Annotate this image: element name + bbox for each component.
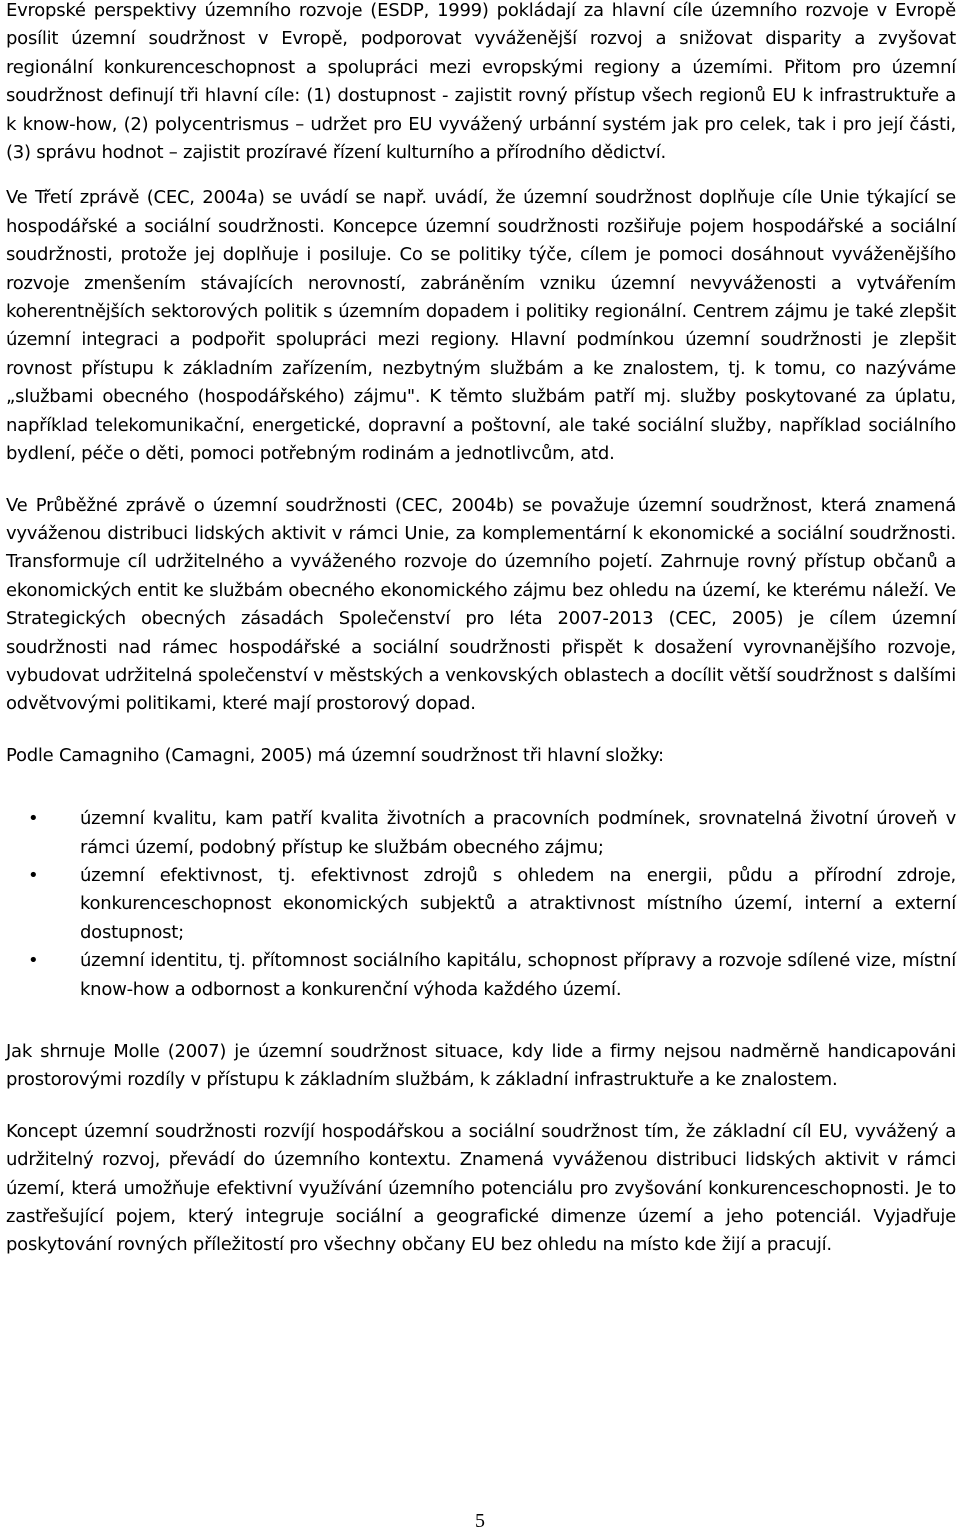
paragraph-camagni-intro: Podle Camagniho (Camagni, 2005) má územní soudržnost tři hlavní složky: — [6, 744, 664, 766]
bullet-icon: • — [28, 808, 39, 830]
list-item — [6, 947, 956, 1004]
page-number: 5 — [475, 1510, 485, 1532]
paragraph-third-report: Ve Třetí zprávě (CEC, 2004a) se uvádí se např. uvádí, že územní soudržnost doplňuje cíle Unie týkající se hospodářské a sociální soudržnosti. Koncepce územní soudržnosti rozšiřuje pojem hospodářské a sociální soudržnosti, protože jej doplňuje i posiluje. Co se politiky týče, cílem je pomoci dosáhnout vyváženějšího rozvoje zmenšením stávajících nerovností, zabráněním vzniku územní nevyváženosti a vytvářením koherentnějších sektorových politik s územním dopadem i politiky regionální. Centrem zájmu je také zlepšit územní integraci a podpořit spolupráci mezi regiony. Hlavní podmínkou územní soudržnosti je zlepšit rovnost přístupu k základním zařízením, nezbytným službám a ke znalostem, tj. k tomu, co nazýváme „službami obecného (hospodářského) zájmu". K těmto službám patří mj. služby poskytované za úplatu, například telekomunikační, energetické, dopravní a poštovní, ale také sociální služby, například sociálního bydlení, péče o děti, pomoci potřebným rodinám a jednotlivcům, atd. — [6, 187, 956, 465]
bullet-icon: • — [28, 950, 39, 972]
list-item-text: územní efektivnost, tj. efektivnost zdrojů s ohledem na energii, půdu a přírodní zdroje, konkurenceschopnost ekonomických subjektů a atraktivnost místního území, interní a externí dostupnost; — [80, 864, 956, 943]
bullet-icon: • — [28, 864, 39, 886]
list-item — [6, 862, 956, 947]
document-page — [6, 0, 956, 1260]
list-item — [6, 805, 956, 862]
paragraph-interim-report: Ve Průběžné zprávě o územní soudržnosti (CEC, 2004b) se považuje územní soudržnost, která znamená vyváženou distribuci lidských aktivit v rámci Unie, za komplementární k ekonomické a sociální soudržnosti. Transformuje cíl udržitelného a vyváženého rozvoje do územního pojetí. Zahrnuje rovný přístup občanů a ekonomických entit ke službám obecného ekonomického zájmu bez ohledu na území, ke kterému náleží. Ve Strategických obecných zásadách Společenství pro léta 2007-2013 (CEC, 2005) je cílem územní soudržnosti nad rámec hospodářské a sociální soudržnosti přispět k dosažení vyrovnanějšího rozvoje, vybudovat udržitelná společenství v městských a venkovských oblastech a docílit větší soudržnost s dalšími odvětvovými politikami, které mají prostorový dopad. — [6, 494, 956, 715]
paragraph-molle: Jak shrnuje Molle (2007) je územní soudržnost situace, kdy lide a firmy nejsou nadměrně handicapováni prostorovými rozdíly v přístupu k základním službám, k základní infrastruktuře a ke znalostem. — [6, 1041, 956, 1091]
list-item-text: územní identitu, tj. přítomnost sociálního kapitálu, schopnost přípravy a rozvoje sdílené vize, místní know-how a odbornost a konkurenční výhoda každého území. — [80, 950, 956, 1000]
list-item-text: územní kvalitu, kam patří kvalita životních a pracovních podmínek, srovnatelná životní úroveň v rámci území, podobný přístup ke službám obecného zájmu; — [80, 808, 956, 858]
paragraph-concept: Koncept územní soudržnosti rozvíjí hospodářskou a sociální soudržnost tím, že základní cíl EU, vyvážený a udržitelný rozvoj, převádí do územního kontextu. Znamená vyváženou distribuci lidských aktivit v rámci území, která umožňuje efektivní využívání územního potenciálu pro zvyšování konkurenceschopnosti. Je to zastřešující pojem, který integruje sociální a geografické dimenze území a jeho potenciál. Vyjadřuje poskytování rovných příležitostí pro všechny občany EU bez ohledu na místo kde žijí a pracují. — [6, 1120, 956, 1256]
component-list — [6, 805, 956, 1004]
paragraph-esdp: Evropské perspektivy územního rozvoje (ESDP, 1999) pokládají za hlavní cíle územního rozvoje v Evropě posílit územní soudržnost v Evropě, podporovat vyváženější rozvoj a snižovat disparity a zvyšovat regionální konkurenceschopnost a spolupráci mezi evropskými regiony a územími. Přitom pro územní soudržnost definují tři hlavní cíle: (1) dostupnost - zajistit rovný přístup všech regionů EU k infrastruktuře a k know-how, (2) polycentrismus – udržet pro EU vyvážený urbánní systém jak pro celek, tak i pro její části, (3) správu hodnot – zajistit prozíravé řízení kulturního a přírodního dědictví. — [6, 0, 956, 164]
